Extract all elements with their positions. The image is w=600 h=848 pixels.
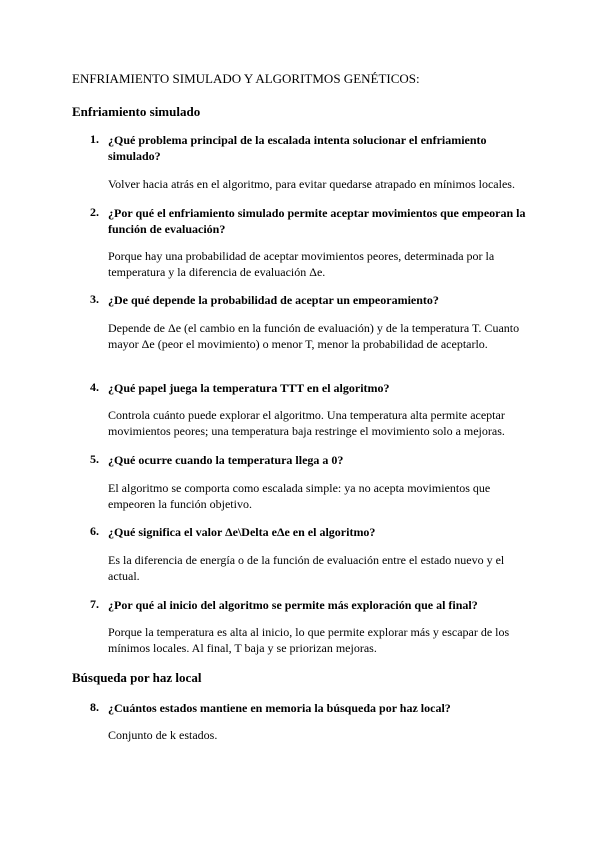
answer-text: El algoritmo se comporta como escalada simple: ya no acepta movimientos que empeoren la función objetivo. (108, 481, 491, 511)
question-number: 5. (90, 452, 99, 466)
answer-text: Conjunto de k estados. (108, 728, 218, 742)
question-number: 1. (90, 132, 99, 146)
answer-text: Controla cuánto puede explorar el algoritmo. Una temperatura alta permite aceptar movimientos peores; una temperatura baja restringe el movimiento solo a mejoras. (108, 408, 505, 438)
answer-text: Porque la temperatura es alta al inicio, lo que permite explorar más y escapar de los mínimos locales. Al final, T baja y se priorizan mejoras. (108, 625, 510, 655)
question-text: ¿De qué depende la probabilidad de aceptar un empeoramiento? (108, 293, 439, 307)
question-text: ¿Qué papel juega la temperatura TTT en el algoritmo? (108, 381, 390, 395)
question-number: 4. (90, 380, 99, 394)
section-heading-local-beam-search: Búsqueda por haz local (72, 670, 202, 685)
answer-text: Porque hay una probabilidad de aceptar movimientos peores, determinada por la temperatura y la diferencia de evaluación Δe. (108, 249, 495, 279)
section-heading-simulated-annealing: Enfriamiento simulado (72, 104, 201, 119)
question-number: 3. (90, 292, 99, 306)
question-number: 6. (90, 524, 99, 538)
answer-text: Es la diferencia de energía o de la función de evaluación entre el estado nuevo y el actual. (108, 553, 505, 583)
question-number: 8. (90, 700, 99, 714)
question-number: 2. (90, 205, 99, 219)
question-text: ¿Por qué al inicio del algoritmo se permite más exploración que al final? (108, 598, 478, 612)
answer-text: Volver hacia atrás en el algoritmo, para evitar quedarse atrapado en mínimos locales. (108, 177, 515, 191)
question-number: 7. (90, 597, 99, 611)
question-text: ¿Por qué el enfriamiento simulado permite aceptar movimientos que empeoran la función de evaluación? (108, 206, 526, 236)
question-text: ¿Cuántos estados mantiene en memoria la búsqueda por haz local? (108, 701, 451, 715)
question-text: ¿Qué problema principal de la escalada intenta solucionar el enfriamiento simulado? (108, 133, 487, 163)
answer-text: Depende de Δe (el cambio en la función de evaluación) y de la temperatura T. Cuanto mayor Δe (peor el movimiento) o menor T, menor la probabilidad de aceptarlo. (108, 321, 520, 351)
question-text: ¿Qué ocurre cuando la temperatura llega a 0? (108, 453, 344, 467)
document-title: ENFRIAMIENTO SIMULADO Y ALGORITMOS GENÉTICOS: (72, 71, 420, 86)
question-text: ¿Qué significa el valor Δe\Delta eΔe en el algoritmo? (108, 525, 376, 539)
